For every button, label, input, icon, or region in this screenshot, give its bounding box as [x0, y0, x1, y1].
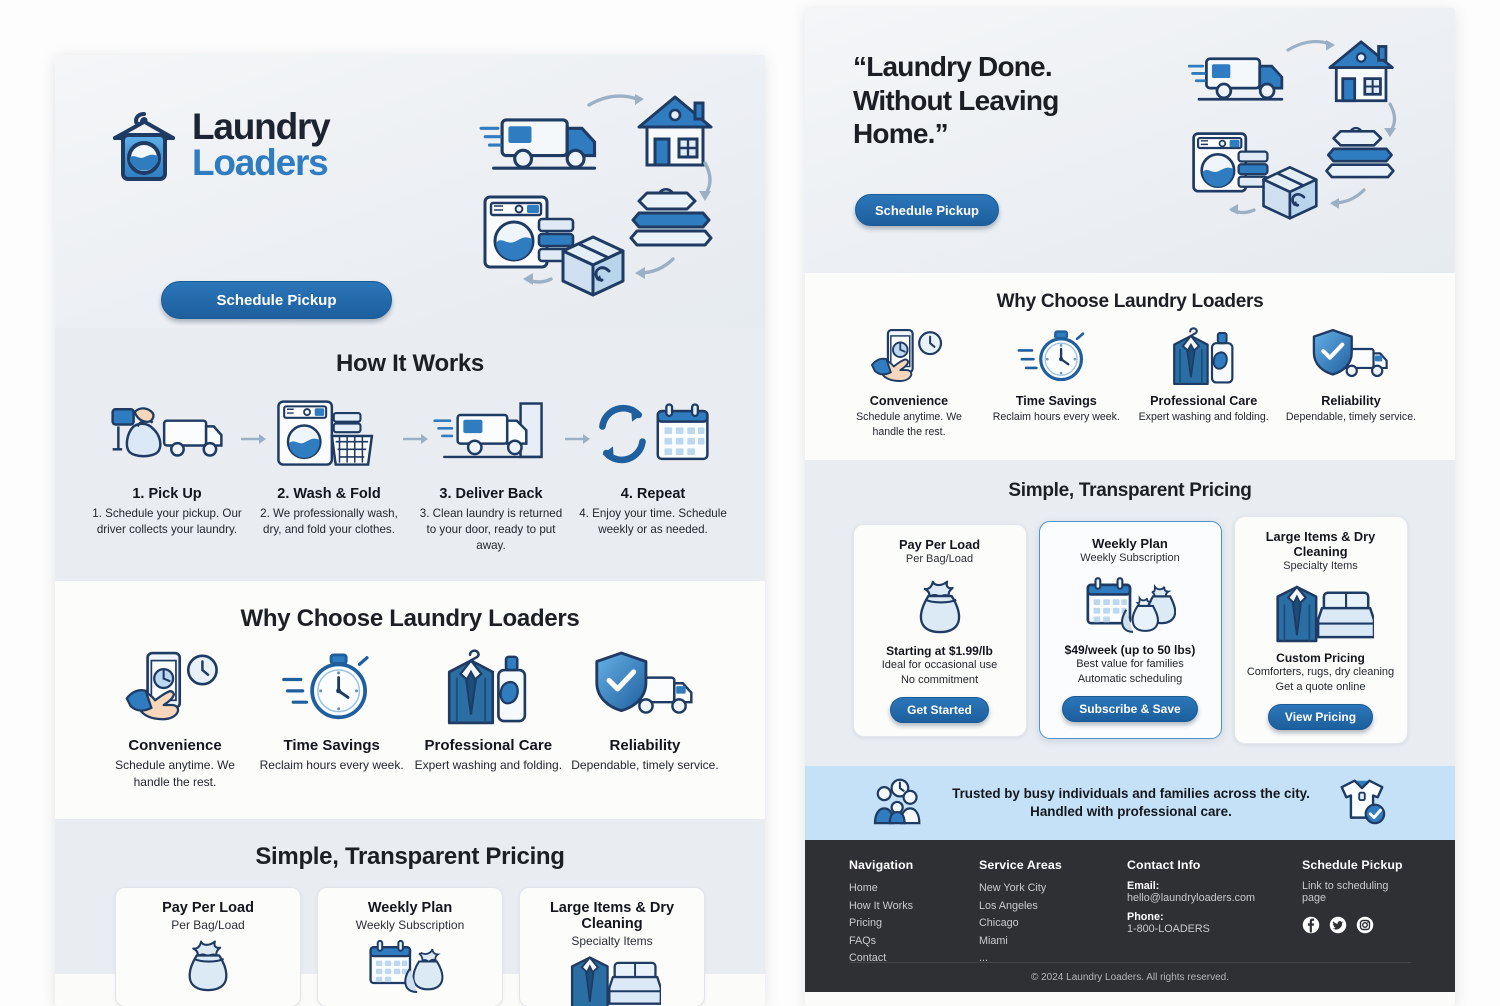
footer-schedule-heading: Schedule Pickup	[1302, 858, 1403, 873]
washer-basket-icon	[253, 396, 405, 474]
footer-schedule-column	[1302, 858, 1411, 967]
shield-check-van-icon	[571, 649, 719, 727]
footer-contact-column	[1127, 858, 1302, 967]
step-desc: 3. Clean laundry is returned to your door, ready to put away.	[419, 507, 563, 553]
step-repeat	[577, 396, 729, 555]
suit-detergent-icon	[1134, 327, 1274, 387]
footer-phone-label: Phone:	[1127, 911, 1164, 924]
right-mockup-panel	[805, 8, 1455, 1006]
brand-name-line1: Laundry	[192, 105, 330, 147]
pricing-card-line2: Automatic scheduling	[1077, 673, 1183, 686]
feature-time-savings	[986, 327, 1126, 440]
suit-detergent-icon	[414, 649, 562, 727]
facebook-icon[interactable]	[1302, 916, 1320, 934]
step-title: 2. Wash & Fold	[277, 486, 381, 502]
how-it-works-steps	[55, 396, 765, 555]
feature-desc: Reclaim hours every week.	[259, 757, 404, 772]
pricing-card-pay-per-load[interactable]	[853, 524, 1027, 737]
why-choose-title: Why Choose Laundry Loaders	[996, 291, 1264, 312]
step-desc: 1. Schedule your pickup. Our driver collects your laundry.	[92, 507, 242, 537]
pricing-card-title: Large Items & Dry Cleaning	[549, 899, 675, 932]
footer-area-item[interactable]: Los Angeles	[979, 899, 1038, 912]
brand-logo[interactable]	[107, 105, 330, 185]
trust-line-2: Handled with professional care.	[1030, 804, 1232, 820]
footer-nav-item[interactable]: How It Works	[849, 899, 913, 912]
how-it-works-title: How It Works	[336, 350, 484, 377]
footer-columns	[805, 858, 1455, 967]
footer-nav-list	[849, 880, 979, 967]
footer-areas-heading: Service Areas	[979, 858, 1062, 873]
pricing-card-subtitle: Specialty Items	[571, 933, 653, 948]
feature-title: Time Savings	[1015, 394, 1097, 408]
feature-desc: Expert washing and folding.	[1138, 411, 1269, 423]
feature-convenience	[839, 327, 979, 440]
calendar-bags-icon	[326, 938, 494, 998]
suit-bed-icon	[528, 954, 696, 1006]
pricing-card-price: Custom Pricing	[1276, 651, 1365, 666]
footer-phone-value[interactable]: 1-800-LOADERS	[1127, 923, 1210, 936]
pricing-card-subtitle: Weekly Subscription	[1080, 552, 1180, 565]
repeat-calendar-icon	[577, 396, 729, 474]
feature-professional-care	[1134, 327, 1274, 440]
subscribe-and-save-button[interactable]: Subscribe & Save	[1062, 696, 1197, 722]
family-clock-icon	[872, 777, 926, 830]
right-hero-section	[805, 8, 1455, 273]
feature-title: Reliability	[609, 736, 681, 754]
step-desc: 2. We professionally wash, dry, and fold your clothes.	[260, 507, 398, 537]
pricing-card-weekly-plan[interactable]	[1039, 521, 1222, 739]
van-door-delivery-icon	[415, 396, 567, 474]
pricing-card-line1: Ideal for occasional use	[881, 658, 998, 671]
footer-nav-column	[849, 858, 979, 967]
pricing-card-title: Weekly Plan	[367, 899, 453, 916]
laundry-bag-icon	[862, 570, 1018, 642]
laundry-bag-icon	[124, 938, 292, 998]
feature-title: Professional Care	[1150, 394, 1258, 408]
twitter-icon[interactable]	[1329, 916, 1347, 934]
shirt-check-icon	[1336, 777, 1388, 830]
footer-contact-heading: Contact Info	[1127, 858, 1201, 873]
pricing-card-line1: Best value for families	[1076, 658, 1184, 671]
calendar-bags-icon	[1048, 569, 1213, 641]
trust-banner	[805, 766, 1455, 840]
trust-line-1: Trusted by busy individuals and families across the city.	[952, 785, 1310, 801]
step-title: 1. Pick Up	[132, 486, 202, 502]
step-deliver-back	[415, 396, 567, 555]
pricing-card-line2: No commitment	[900, 673, 979, 686]
view-pricing-button[interactable]: View Pricing	[1268, 704, 1373, 730]
schedule-pickup-button[interactable]: Schedule Pickup	[855, 194, 999, 226]
pricing-card-title: Pay Per Load	[898, 536, 981, 552]
pricing-card-line1: Comforters, rugs, dry cleaning	[1246, 666, 1395, 679]
pricing-card-title: Weekly Plan	[1092, 536, 1168, 552]
feature-desc: Dependable, timely service.	[571, 757, 719, 772]
feature-title: Reliability	[1321, 394, 1381, 408]
feature-title: Time Savings	[283, 736, 380, 754]
footer-nav-item[interactable]: Home	[849, 882, 878, 895]
footer-email-value[interactable]: hello@laundryloaders.com	[1127, 892, 1255, 905]
footer-copyright-bar	[849, 962, 1411, 992]
suit-bed-icon	[1243, 577, 1399, 649]
step-title: 4. Repeat	[620, 486, 686, 502]
feature-desc: Schedule anytime. We handle the rest.	[856, 411, 962, 439]
why-choose-features	[805, 327, 1455, 440]
left-pricing-section	[55, 819, 765, 974]
phone-clock-hand-icon	[839, 327, 979, 387]
feature-title: Professional Care	[424, 736, 553, 754]
pricing-card-pay-per-load[interactable]	[115, 887, 301, 1006]
footer-social-links	[1302, 916, 1411, 934]
hand-bag-van-icon	[91, 396, 243, 474]
right-pricing-section	[805, 460, 1455, 766]
left-hero-section	[55, 55, 765, 328]
feature-reliability	[571, 649, 719, 791]
footer-areas-list	[979, 880, 1127, 967]
copyright-text: © 2024 Laundry Loaders. All rights reserved.	[1030, 972, 1230, 984]
left-how-it-works-section	[55, 328, 765, 581]
pricing-card-subtitle: Weekly Subscription	[355, 917, 465, 932]
stopwatch-icon	[258, 649, 406, 727]
feature-desc: Dependable, timely service.	[1285, 411, 1417, 423]
feature-desc: Schedule anytime. We handle the rest.	[115, 757, 235, 789]
footer	[805, 840, 1455, 992]
pricing-card-price: Starting at $1.99/lb	[886, 643, 993, 658]
step-wash-fold	[253, 396, 405, 555]
footer-schedule-note[interactable]: Link to scheduling page	[1302, 880, 1389, 905]
right-why-choose-section	[805, 273, 1455, 460]
feature-title: Convenience	[128, 736, 222, 754]
footer-nav-item[interactable]: FAQs	[849, 934, 876, 947]
footer-email-label: Email:	[1127, 880, 1160, 893]
footer-nav-heading: Navigation	[849, 858, 914, 873]
shield-check-van-icon	[1281, 327, 1421, 387]
stopwatch-icon	[986, 327, 1126, 387]
get-started-button[interactable]: Get Started	[890, 697, 989, 723]
brand-name-line2: Loaders	[192, 142, 328, 183]
pricing-card-title: Large Items & Dry Cleaning	[1265, 529, 1376, 560]
pricing-card-large-items[interactable]	[519, 887, 705, 1006]
footer-service-areas-column	[979, 858, 1127, 967]
hanger-washer-logo-icon	[107, 105, 181, 185]
schedule-pickup-button[interactable]: Schedule Pickup	[161, 281, 392, 319]
feature-time-savings	[258, 649, 406, 791]
pricing-cards	[805, 516, 1455, 744]
pricing-card-title: Pay Per Load	[162, 899, 254, 916]
instagram-icon[interactable]	[1356, 916, 1374, 934]
service-cycle-illustration	[477, 83, 747, 313]
why-choose-features	[55, 649, 765, 791]
service-cycle-illustration	[1188, 30, 1423, 240]
feature-desc: Expert washing and folding.	[414, 757, 563, 772]
feature-professional-care	[414, 649, 562, 791]
step-pick-up	[91, 396, 243, 555]
feature-desc: Reclaim hours every week.	[992, 411, 1120, 423]
pricing-card-price: $49/week (up to 50 lbs)	[1064, 643, 1196, 658]
left-mockup-panel	[55, 55, 765, 1006]
footer-area-item[interactable]: Chicago	[979, 917, 1019, 930]
pricing-title: Simple, Transparent Pricing	[255, 842, 565, 870]
pricing-card-line2: Get a quote online	[1275, 681, 1366, 694]
footer-area-item-more[interactable]: ...	[979, 952, 988, 965]
feature-title: Convenience	[869, 394, 949, 408]
left-why-choose-section	[55, 581, 765, 819]
pricing-card-subtitle: Per Bag/Load	[171, 917, 245, 932]
pricing-card-weekly-plan[interactable]	[317, 887, 503, 1006]
pricing-card-subtitle: Specialty Items	[1283, 560, 1358, 573]
feature-reliability	[1281, 327, 1421, 440]
feature-convenience	[101, 649, 249, 791]
step-desc: 4. Enjoy your time. Schedule weekly or as needed.	[579, 507, 727, 537]
why-choose-title: Why Choose Laundry Loaders	[240, 604, 580, 632]
trust-banner-text	[952, 785, 1310, 822]
brand-wordmark	[192, 105, 330, 183]
pricing-cards	[55, 887, 765, 1006]
step-title: 3. Deliver Back	[439, 486, 543, 502]
footer-area-item[interactable]: Miami	[979, 934, 1008, 947]
pricing-card-large-items[interactable]	[1234, 516, 1408, 744]
pricing-card-subtitle: Per Bag/Load	[905, 552, 974, 565]
footer-area-item[interactable]: New York City	[979, 882, 1047, 895]
hero-quote: “Laundry Done. Without Leaving Home.”	[853, 51, 1059, 150]
footer-nav-item[interactable]: Pricing	[849, 917, 883, 930]
phone-clock-hand-icon	[101, 649, 249, 727]
pricing-title: Simple, Transparent Pricing	[1008, 480, 1252, 502]
footer-nav-item[interactable]: Contact	[849, 952, 887, 965]
